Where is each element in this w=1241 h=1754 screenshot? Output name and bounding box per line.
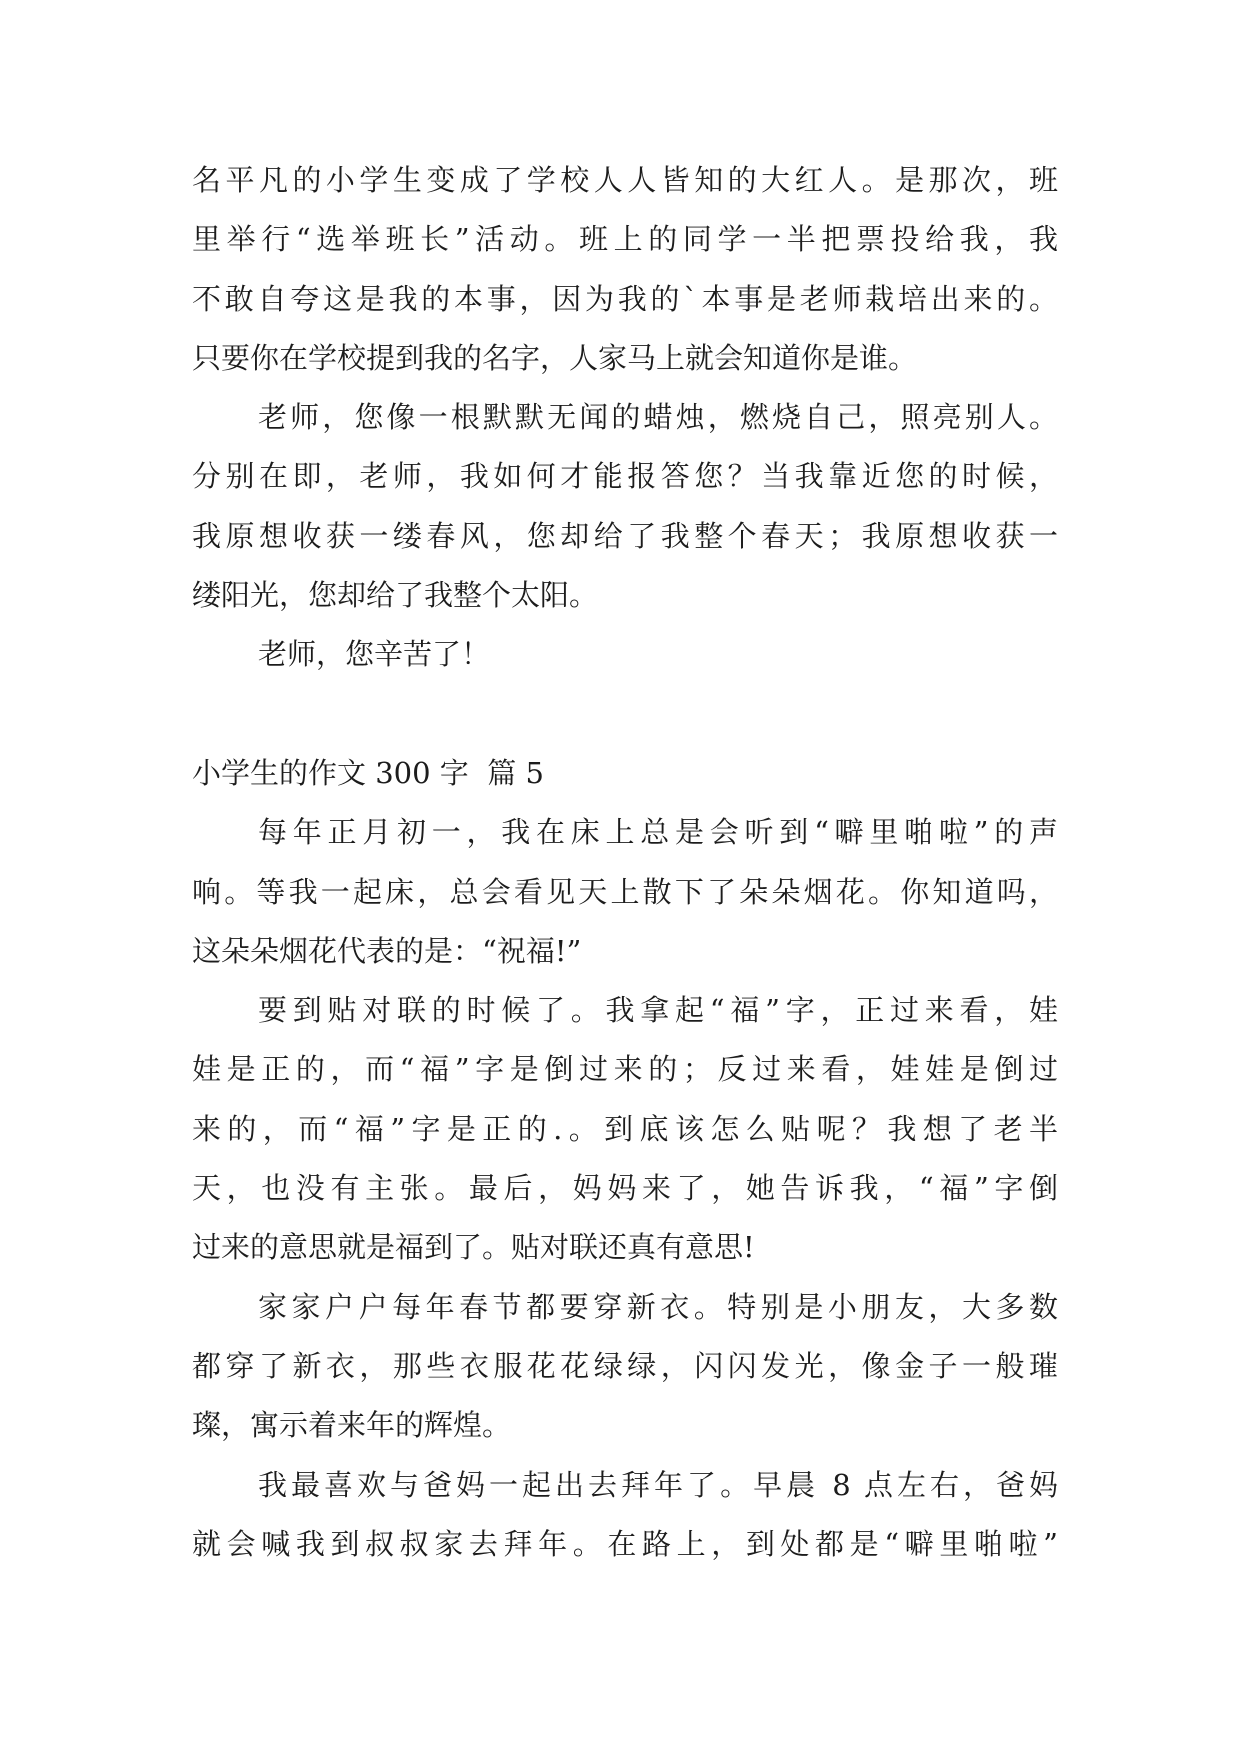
text-line: 老师，您像一根默默无闻的蜡烛，燃烧自己，照亮别人。 <box>258 400 1058 435</box>
paragraph <box>192 625 1058 684</box>
text-line: 这朵朵烟花代表的是：“祝福!” <box>192 933 582 968</box>
text-line: 名平凡的小学生变成了学校人人皆知的大红人。是那次，班 <box>192 163 1058 197</box>
text-line: 我最喜欢与爸妈一起出去拜年了。早晨 8 点左右，爸妈 <box>258 1467 1058 1502</box>
text-line: 我原想收获一缕春风，您却给了我整个春天；我原想收获一 <box>192 518 1058 553</box>
text-line: 过来的意思就是福到了。贴对联还真有意思! <box>192 1230 755 1265</box>
text-line: 家家户户每年春节都要穿新衣。特别是小朋友，大多数 <box>258 1289 1058 1324</box>
blank-line <box>192 685 1058 744</box>
text-line: 天，也没有主张。最后，妈妈来了，她告诉我，“福”字倒 <box>192 1171 1058 1206</box>
text-line: 每年正月初一，我在床上总是会听到“噼里啪啦”的声 <box>258 815 1058 850</box>
text-line: 娃是正的，而“福”字是倒过来的；反过来看，娃娃是倒过 <box>192 1052 1058 1087</box>
text-line: 璨，寓示着来年的辉煌。 <box>192 1408 512 1443</box>
text-line: 里举行“选举班长”活动。班上的同学一半把票投给我，我 <box>192 222 1058 257</box>
paragraph <box>192 981 1058 1277</box>
paragraph <box>192 1278 1058 1456</box>
text-line: 就会喊我到叔叔家去拜年。在路上，到处都是“噼里啪啦” <box>192 1526 1058 1561</box>
text-line: 响。等我一起床，总会看见天上散下了朵朵烟花。你知道吗， <box>192 874 1058 909</box>
text-line: 老师，您辛苦了！ <box>258 637 491 672</box>
paragraph <box>192 388 1058 625</box>
text-line: 缕阳光，您却给了我整个太阳。 <box>192 578 599 613</box>
text-line: 不敢自夸这是我的本事，因为我的`本事是老师栽培出来的。 <box>192 281 1058 316</box>
text-line: 只要你在学校提到我的名字，人家马上就会知道你是谁。 <box>192 340 918 375</box>
text-line: 来的，而“福”字是正的.。到底该怎么贴呢？我想了老半 <box>192 1111 1058 1146</box>
text-line: 都穿了新衣，那些衣服花花绿绿，闪闪发光，像金子一般璀 <box>192 1348 1058 1383</box>
paragraph <box>192 151 1058 388</box>
paragraph <box>192 1456 1058 1575</box>
text-line: 要到贴对联的时候了。我拿起“福”字，正过来看，娃 <box>258 993 1058 1028</box>
essay-heading: 小学生的作文 300 字 篇 5 <box>192 755 544 790</box>
paragraph <box>192 803 1058 981</box>
document-body <box>192 151 1058 1574</box>
text-line: 分别在即，老师，我如何才能报答您？当我靠近您的时候， <box>192 459 1058 494</box>
